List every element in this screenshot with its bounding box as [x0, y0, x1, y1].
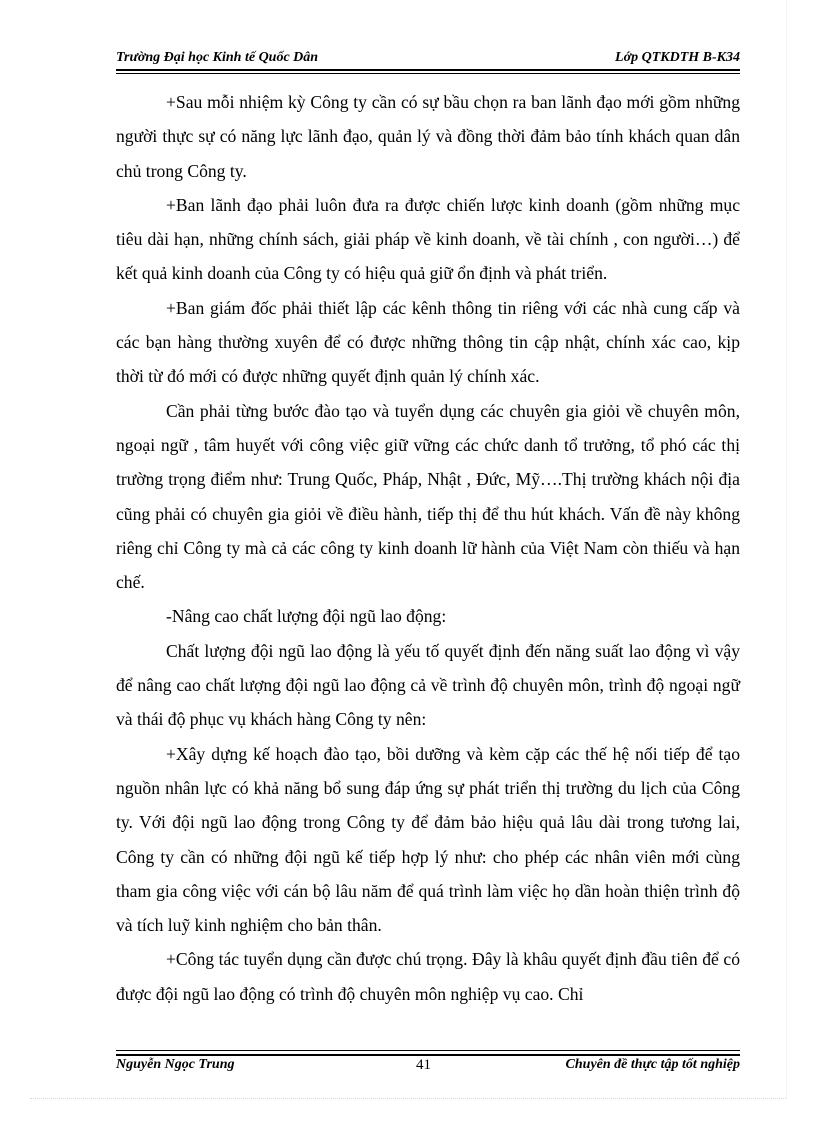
footer-document-title: Chuyên đề thực tập tốt nghiệp [565, 1057, 740, 1072]
page-number: 41 [416, 1057, 431, 1073]
body-text [116, 85, 740, 1011]
paragraph-2: +Ban lãnh đạo phải luôn đưa ra được chiến lược kinh doanh (gồm những mục tiêu dài hạn, những chính sách, giải pháp về kinh doanh, về tài chính , con người…) để kết quả kinh doanh của Công ty có hiệu quả giữ ổn định và phát triển. [116, 194, 740, 284]
footer-rule-thin [116, 1050, 740, 1051]
header-school-name: Trường Đại học Kinh tế Quốc Dân [116, 50, 319, 65]
header-rule-thin [116, 73, 740, 74]
page-right-edge [786, 0, 787, 1098]
header-rule-thick [116, 69, 740, 71]
paragraph-3: +Ban giám đốc phải thiết lập các kênh thông tin riêng với các nhà cung cấp và các bạn hàng thường xuyên để có được những thông tin cập nhật, chính xác cao, kịp thời từ đó mới có được những quyết định quản lý chính xác. [116, 297, 740, 387]
header-class-name: Lớp QTKDTH B-K34 [615, 50, 740, 65]
paragraph-5-subheading: -Nâng cao chất lượng đội ngũ lao động: [166, 606, 447, 627]
footer-rule-thick [116, 1054, 740, 1056]
paragraph-1: +Sau mỗi nhiệm kỳ Công ty cần có sự bầu chọn ra ban lãnh đạo mới gồm những người thực sự có năng lực lãnh đạo, quản lý và đồng thời đảm bảo tính khách quan dân chủ trong Công ty. [116, 92, 740, 181]
page-footer [116, 1057, 740, 1077]
paragraph-4: Cần phải từng bước đào tạo và tuyển dụng các chuyên gia giỏi về chuyên môn, ngoại ngữ , tâm huyết với công việc giữ vững các chức danh tổ trưởng, tổ phó các thị trường trọng điểm như: Trung Quốc, Pháp, Nhật , Đức, Mỹ….Thị trường khách nội địa cũng phải có chuyên gia giỏi về điều hành, tiếp thị để thu hút khách. Vấn đề này không riêng chỉ Công ty mà cả các công ty kinh doanh lữ hành của Việt Nam còn thiếu và hạn chế. [116, 400, 740, 593]
paragraph-7: +Xây dựng kế hoạch đào tạo, bồi dưỡng và kèm cặp các thế hệ nối tiếp để tạo nguồn nhân lực có khả năng bổ sung đáp ứng sự phát triển thị trường du lịch của Công ty. Với đội ngũ lao động trong Công ty để đảm bảo hiệu quả lâu dài trong tương lai, Công ty cần có những đội ngũ kế tiếp hợp lý như: cho phép các nhân viên mới cùng tham gia công việc với cán bộ lâu năm để quá trình làm việc họ dần hoàn thiện trình độ và tích luỹ kinh nghiệm cho bản thân. [116, 743, 740, 936]
paragraph-8: +Công tác tuyển dụng cần được chú trọng. Đây là khâu quyết định đầu tiên để có được đội ngũ lao động có trình độ chuyên môn nghiệp vụ cao. Chỉ [116, 949, 740, 1004]
page-header [116, 50, 740, 70]
footer-author-name: Nguyễn Ngọc Trung [116, 1057, 235, 1072]
paragraph-6: Chất lượng đội ngũ lao động là yếu tố quyết định đến năng suất lao động vì vậy để nâng cao chất lượng đội ngũ lao động cả về trình độ chuyên môn, trình độ ngoại ngữ và thái độ phục vụ khách hàng Công ty nên: [116, 640, 740, 730]
page-bottom-edge [30, 1098, 786, 1099]
